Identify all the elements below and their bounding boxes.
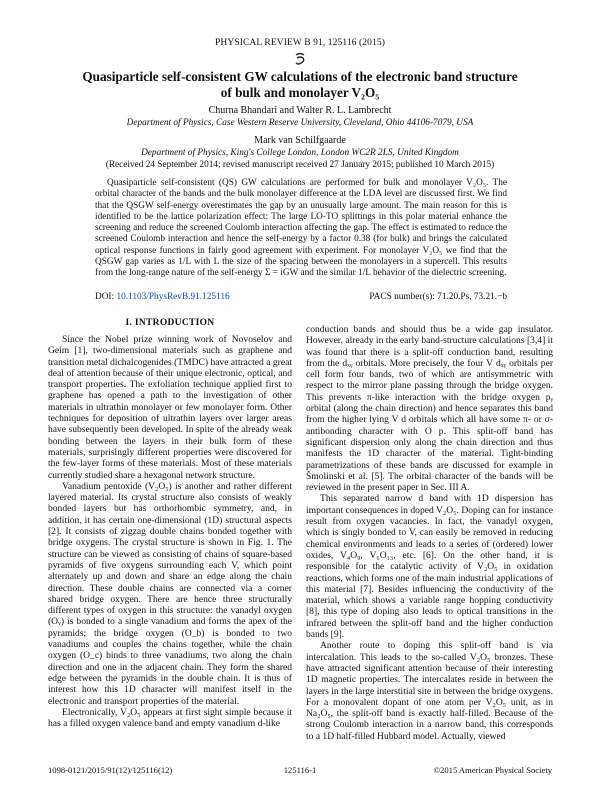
footer-page-number: 125116-1	[283, 765, 317, 775]
journal-header: PHYSICAL REVIEW B 91, 125116 (2015)	[215, 38, 385, 48]
paragraph: conduction bands and should thus be a wide gap insulator. However, already in the early band-structure calculations [3,4] it was found that there is a split-off conduction band, resulting from the dₓᵧ orbitals. More precisely, the four V dₓᵧ orbitals per cell form four bands, two of which are antisymmetric with respect to the mirror plane passing through the bridge oxygen. This prevents π-like interaction with the bridge oxygen pᵧ orbital (along the chain direction) and hence separates this band from the higher lying V d orbitals which all have some π- or σ-antibonding character with O p. This split-off band has significant dispersion only along the chain direction and thus manifests the 1D character of the material. Tight-binding parametrizations of these bands are discussed for example in Šmolinski et al. [5]. The orbital character of the bands will be reviewed in the present paper in Sec. III A.	[306, 324, 553, 494]
paragraph: Vanadium pentoxide (V₂O₅) is another and rather different layered material. Its crystal structure also consists of weakly bonded layers but has orthorhombic symmetry, and, in addition, it has certain one-dimensional (1D) structural aspects [2]. It consists of zigzag double chains bonded together with bridge oxygens. The crystal structure is shown in Fig. 1. The structure can be viewed as consisting of chains of square-based pyramids of five oxygens surrounding each V, which point alternately up and down and share an edge along the chain direction. These double chains are connected via a corner shared bridge oxygen. There are hence three structurally different types of oxygen in this structure: the vanadyl oxygen (Oᵥ) is bonded to a single vanadium and forms the apex of the pyramids; the bridge oxygen (O_b) is bonded to two vanadiums and couples the chains together, while the chain oxygen (O_c) binds to three vanadiums, two along the chain direction and one in the adjacent chain. They form the shared edge between the pyramids in the double chain. It is thus of interest how this 1D character will manifest itself in the electronic and transport properties of the material.	[48, 480, 292, 707]
crossmark-logo-icon	[291, 52, 309, 66]
left-column	[48, 334, 292, 729]
doi-link[interactable]: 10.1103/PhysRevB.91.125116	[116, 292, 230, 302]
authors-1: Churna Bhandari and Walter R. L. Lambrecht	[208, 105, 392, 116]
paragraph: Another route to doping this split-off band is via intercalation. This leads to the so-called V₂O₅ bronzes. These have attracted significant attention because of their interesting 1D magnetic properties. The intercalates reside in between the layers in the large interstitial site in between the bridge oxygens. For a monovalent dopant of one atom per V₂O₅ unit, as in Na₂O₅, the split-off band is exactly half-filled. Because of the strong Coulomb interaction in a narrow band, this corresponds to a 1D half-filled Hubbard model. Actually, viewed	[306, 640, 553, 742]
paragraph: This separated narrow d band with 1D dispersion has important consequences in doped V₂O₅. Doping can for instance result from oxygen vacancies. In fact, the vanadyl oxygen, which is singly bonded to V, can easily be removed in reducing chemical environments and leads to a series of (ordered) lower oxides, V₄O₉, V₆O₁₃, etc. [6]. On the other hand, it is responsible for the catalytic activity of V₂O₅ in oxidation reactions, which forms one of the main industrial applications of this material [7]. Besides influencing the conductivity of the material, which shows a variable range hopping conductivity [8], this type of doping also leads to optical transitions in the infrared between the split-off band and the higher conduction bands [9].	[306, 493, 553, 641]
doi-label: DOI:	[95, 292, 115, 302]
title-line-2: of bulk and monolayer V₂O₅	[220, 85, 380, 100]
right-column	[306, 324, 553, 742]
paragraph: Electronically, V₂O₅ appears at first sight simple because it has a filled oxygen valence band and empty vanadium d-like	[48, 706, 292, 730]
paper-title	[0, 69, 600, 101]
section-heading: I. INTRODUCTION	[125, 318, 215, 328]
affiliation-1: Department of Physics, Case Western Reserve University, Cleveland, Ohio 44106-7079, USA	[126, 118, 474, 128]
abstract: Quasiparticle self-consistent (QS) GW calculations are performed for bulk and monolayer V₂O₅. The orbital character of the bands and the bulk monolayer difference at the LDA level are discussed first. We find that the QSGW self-energy overestimates the gap by an unusually large amount. The main reason for this is identified to be the lattice polarization effect: The large LO-TO splittings in this polar material enhance the screening and reduce the screened Coulomb interaction affecting the gap. The effect is estimated to reduce the screened Coulomb interaction and hence the self-energy by a factor 0.38 (for bulk) and brings the calculated optical response functions in fairly good agreement with experiment. For monolayer V₂O₅ we find that the QSGW gap varies as 1/L with L the size of the spacing between the monolayers in a supercell. This results from the long-range nature of the self-energy Σ = iGW and the similar 1/L behavior of the dielectric screening.	[95, 178, 507, 279]
footer-copyright: ©2015 American Physical Society	[433, 765, 552, 775]
received-dates: (Received 24 September 2014; revised manuscript received 27 January 2015; published 10 March 2015)	[105, 160, 495, 170]
footer-issn: 1098-0121/2015/91(12)/125116(12)	[48, 765, 173, 775]
paragraph: Since the Nobel prize winning work of Novoselov and Geim [1], two-dimensional materials such as graphene and transition metal dichalcogenides (TMDC) have attracted a great deal of attention because of their unique electronic, optical, and transport properties. The exfoliation technique applied first to graphene has opened a path to the investigation of other materials in ultrathin monolayer or few monolayer form. Other techniques for deposition of ultrathin layers over larger areas have subsequently been developed. In spite of the already weak bonding between the layers in their bulk form of these materials, surprisingly different properties were discovered for the few-layer forms of these materials. Most of these materials currently studied share a hexagonal network structure.	[48, 334, 292, 481]
affiliation-2: Department of Physics, King's College London, London WC2R 2LS, United Kingdom	[141, 148, 459, 158]
title-line-1: Quasiparticle self-consistent GW calculations of the electronic band structure	[82, 69, 518, 84]
doi-line	[95, 292, 230, 302]
pacs-numbers: PACS number(s): 71.20.Ps, 73.21.−b	[369, 292, 507, 302]
authors-2: Mark van Schilfgaarde	[254, 135, 346, 146]
